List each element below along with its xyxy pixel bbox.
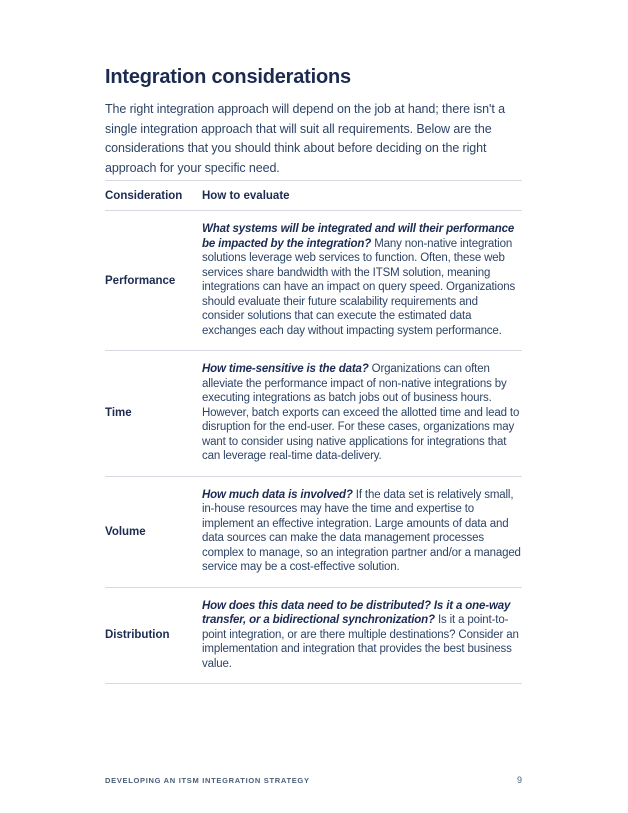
- intro-paragraph: The right integration approach will depend on the job at hand; there isn't a single integration approach that will suit all requirements. Below are the considerations that you should think about before deciding on the right approach for your specific need.: [105, 102, 505, 175]
- consideration-label: Performance: [105, 274, 176, 287]
- evaluation-answer: Organizations can often alleviate the performance impact of non-native integrations by executing integrations as batch jobs out of business hours. However, batch exports can exceed the allotted time and lead to disruption for the end-user. For these cases, organizations may want to consider using native applications for integrations that can leverage real-time data-delivery.: [202, 363, 520, 462]
- consideration-label: Distribution: [105, 587, 202, 684]
- evaluation-question: How much data is involved?: [202, 488, 353, 501]
- evaluation-question: How time-sensitive is the data?: [202, 363, 369, 375]
- evaluation-answer: Many non-native integration solutions leverage web services to function. Often, these web services share bandwidth with the ITSM solution, meaning integrations can have an impact on query speed. Organizations should evaluate their future scalability requirements and consider solutions that can execute the estimated data exchanges each day without impacting system performance.: [202, 237, 516, 337]
- column-header-consideration: Consideration: [105, 181, 202, 211]
- page-title: Integration considerations: [105, 66, 351, 88]
- evaluation-question: What systems will be integrated and will their performance be impacted by the integration?: [202, 223, 515, 250]
- footer-document-title: DEVELOPING AN ITSM INTEGRATION STRATEGY: [105, 776, 310, 785]
- evaluation-cell: [202, 587, 522, 684]
- table-row-time: [105, 351, 522, 477]
- table-row-performance: [105, 211, 522, 351]
- table-header-row: [105, 181, 522, 211]
- table-row-distribution: [105, 587, 522, 684]
- table-row-volume: [105, 476, 522, 587]
- evaluation-cell: [202, 211, 522, 351]
- considerations-table: [105, 180, 522, 684]
- footer-page-number: 9: [516, 775, 522, 785]
- evaluation-answer: If the data set is relatively small, in-house resources may have the time and expertise to implement an effective integration. Large amounts of data and data sources can make the data management processes complex to manage, so an integration partner and/or a managed service may be a cost-effective solution.: [202, 488, 521, 573]
- consideration-label: Time: [105, 351, 202, 477]
- evaluation-question: How does this data need to be distributed? Is it a one-way transfer, or a bidirectional synchronization?: [202, 599, 511, 626]
- evaluation-cell: [202, 351, 522, 477]
- consideration-label: Volume: [105, 476, 202, 587]
- column-header-how-to-evaluate: How to evaluate: [202, 181, 522, 211]
- page-footer: [105, 775, 522, 785]
- evaluation-cell: [202, 476, 522, 587]
- evaluation-answer: Is it a point-to-point integration, or are there multiple destinations? Consider an implementation and integration that provides the best business value.: [202, 614, 519, 670]
